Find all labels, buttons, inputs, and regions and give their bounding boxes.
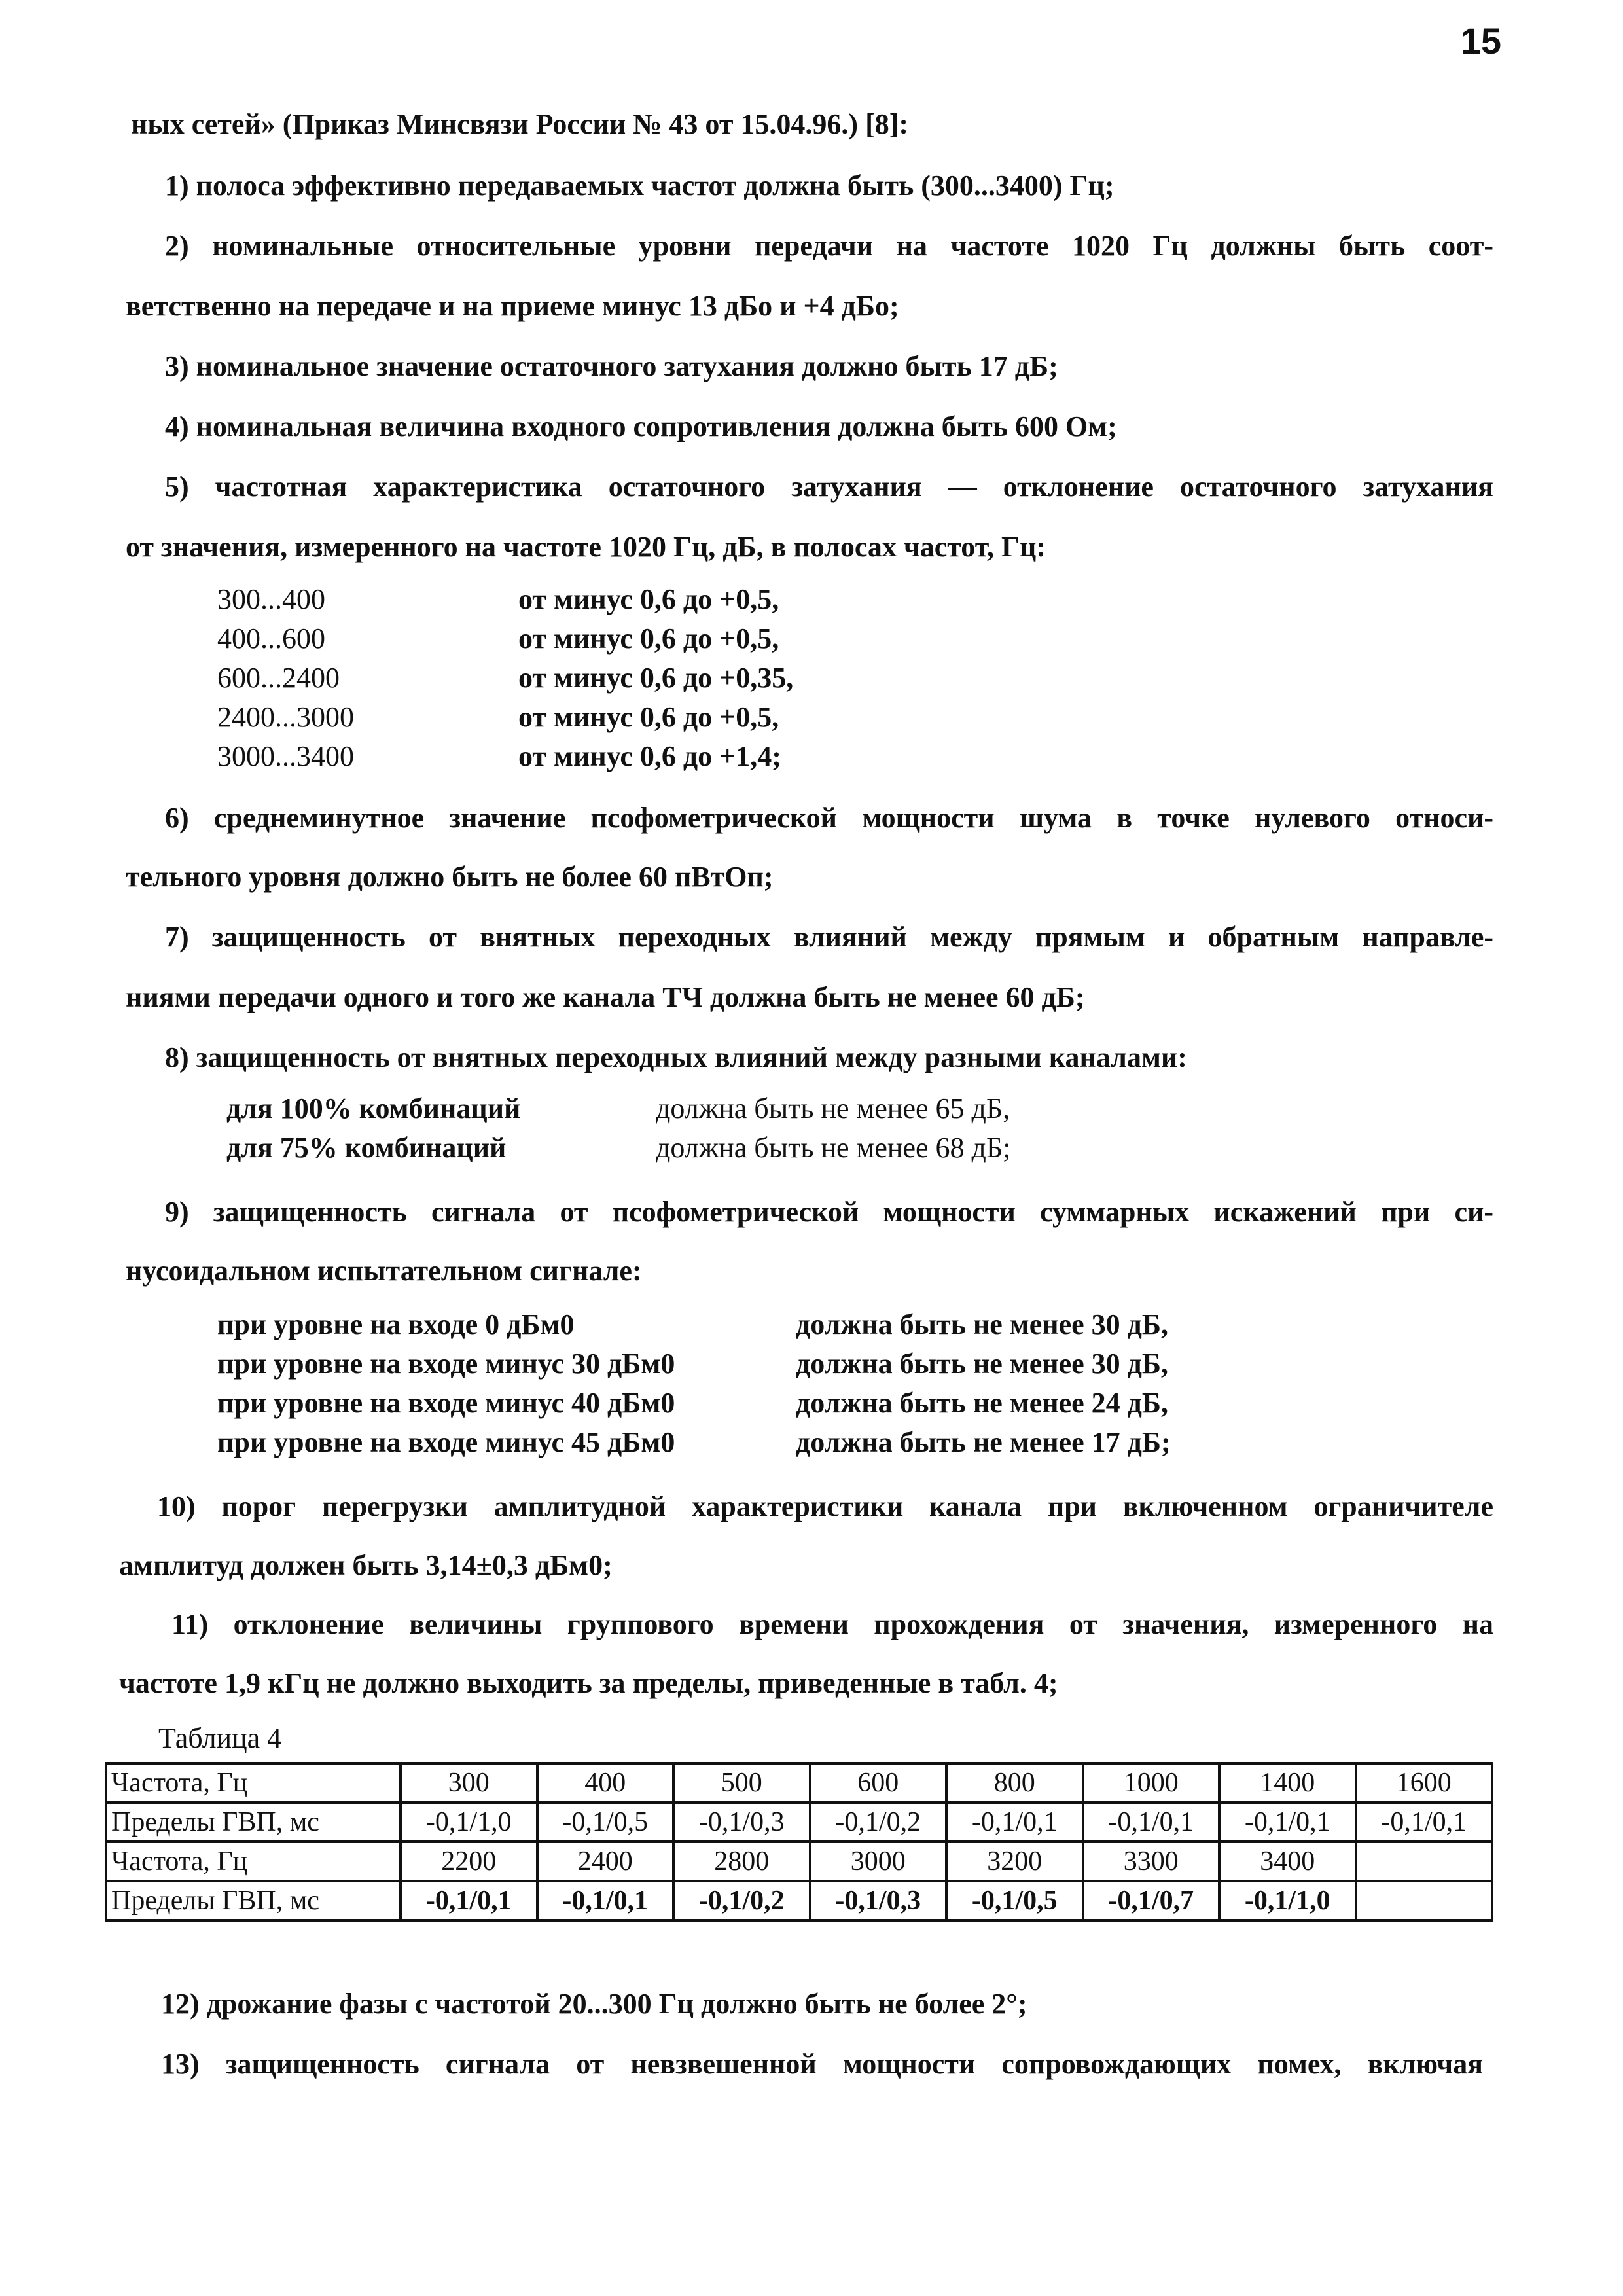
combination-label: для 100% комбинаций xyxy=(226,1092,521,1124)
paragraph-line: 2) номинальные относительные уровни передачи на частоте 1020 Гц должны быть соот- xyxy=(165,230,1493,262)
paragraph-line: 10) порог перегрузки амплитудной характеристики канала при включенном ограничителе xyxy=(157,1490,1493,1522)
freq-limit: от минус 0,6 до +0,5, xyxy=(518,622,779,655)
table-cell: -0,1/1,0 xyxy=(401,1803,537,1842)
combination-label: для 75% комбинаций xyxy=(226,1132,507,1164)
table-cell: 1400 xyxy=(1219,1763,1356,1803)
combination-value: должна быть не менее 68 дБ; xyxy=(656,1132,1011,1164)
table-cell: -0,1/0,5 xyxy=(537,1803,674,1842)
freq-limit-list xyxy=(518,580,793,776)
paragraph-line: от значения, измеренного на частоте 1020 Гц, дБ, в полосах частот, Гц: xyxy=(126,531,1046,563)
table-cell: -0,1/0,1 xyxy=(946,1803,1083,1842)
gvp-table xyxy=(105,1762,1493,1922)
table-row xyxy=(106,1881,1492,1920)
input-level-value-list xyxy=(796,1305,1171,1462)
freq-limit: от минус 0,6 до +0,5, xyxy=(518,701,779,733)
paragraph-line: 8) защищенность от внятных переходных влияний между разными каналами: xyxy=(165,1041,1187,1073)
input-level-label-list xyxy=(217,1305,675,1462)
table-cell: 3200 xyxy=(946,1842,1083,1881)
table-row-header: Частота, Гц xyxy=(106,1763,401,1803)
table-row xyxy=(106,1763,1492,1803)
freq-limit: от минус 0,6 до +0,5, xyxy=(518,583,779,615)
table-row-header: Частота, Гц xyxy=(106,1842,401,1881)
input-level-value: должна быть не менее 17 дБ; xyxy=(796,1426,1171,1458)
combination-value-list xyxy=(656,1089,1010,1168)
paragraph-line: ниями передачи одного и того же канала ТЧ должна быть не менее 60 дБ; xyxy=(126,981,1085,1013)
input-level-value: должна быть не менее 24 дБ, xyxy=(796,1387,1168,1419)
freq-limit: от минус 0,6 до +1,4; xyxy=(518,740,781,772)
paragraph-line: 7) защищенность от внятных переходных влияний между прямым и обратным направле- xyxy=(165,921,1493,953)
paragraph-line: 13) защищенность сигнала от невзвешенной мощности сопровождающих помех, включая xyxy=(161,2048,1483,2080)
paragraph-line: 5) частотная характеристика остаточного затухания — отклонение остаточного затухания xyxy=(165,471,1493,503)
freq-band: 600...2400 xyxy=(217,662,340,694)
table-cell: -0,1/0,7 xyxy=(1083,1881,1220,1920)
input-level-value: должна быть не менее 30 дБ, xyxy=(796,1308,1168,1340)
table-row-header: Пределы ГВП, мс xyxy=(106,1881,401,1920)
table-row xyxy=(106,1842,1492,1881)
input-level-label: при уровне на входе минус 30 дБм0 xyxy=(217,1348,675,1380)
table-cell: -0,1/0,2 xyxy=(673,1881,810,1920)
table-cell: -0,1/0,5 xyxy=(946,1881,1083,1920)
table-cell: 3300 xyxy=(1083,1842,1220,1881)
paragraph-line: 1) полоса эффективно передаваемых частот должна быть (300...3400) Гц; xyxy=(165,170,1115,202)
freq-band: 300...400 xyxy=(217,583,325,615)
paragraph-line: тельного уровня должно быть не более 60 пВтОп; xyxy=(126,861,774,893)
paragraph-line: 9) защищенность сигнала от псофометрической мощности суммарных искажений при си- xyxy=(165,1196,1493,1228)
paragraph-line: 11) отклонение величины группового времени прохождения от значения, измеренного на xyxy=(171,1608,1493,1640)
paragraph-line: ветственно на передаче и на приеме минус 13 дБо и +4 дБо; xyxy=(126,290,899,322)
table-cell: -0,1/1,0 xyxy=(1219,1881,1356,1920)
paragraph-line: 3) номинальное значение остаточного затухания должно быть 17 дБ; xyxy=(165,350,1058,382)
table-cell xyxy=(1356,1881,1493,1920)
freq-limit: от минус 0,6 до +0,35, xyxy=(518,662,794,694)
table-cell: 600 xyxy=(810,1763,947,1803)
table-cell: -0,1/0,1 xyxy=(537,1881,674,1920)
input-level-value: должна быть не менее 30 дБ, xyxy=(796,1348,1168,1380)
table-cell: 1000 xyxy=(1083,1763,1220,1803)
table-cell: -0,1/0,1 xyxy=(401,1881,537,1920)
input-level-label: при уровне на входе 0 дБм0 xyxy=(217,1308,575,1340)
table-caption: Таблица 4 xyxy=(158,1722,282,1754)
table-cell: -0,1/0,2 xyxy=(810,1803,947,1842)
freq-band: 3000...3400 xyxy=(217,740,354,772)
paragraph-line: ных сетей» (Приказ Минсвязи России № 43 от 15.04.96.) [8]: xyxy=(131,108,909,140)
input-level-label: при уровне на входе минус 45 дБм0 xyxy=(217,1426,675,1458)
combination-value: должна быть не менее 65 дБ, xyxy=(656,1092,1010,1124)
table-row-header: Пределы ГВП, мс xyxy=(106,1803,401,1842)
table-row xyxy=(106,1803,1492,1842)
paragraph-line: 12) дрожание фазы с частотой 20...300 Гц должно быть не более 2°; xyxy=(161,1988,1027,2020)
table-cell: -0,1/0,1 xyxy=(1356,1803,1493,1842)
freq-band: 400...600 xyxy=(217,622,325,655)
table-cell: 3000 xyxy=(810,1842,947,1881)
table-cell: 800 xyxy=(946,1763,1083,1803)
freq-band: 2400...3000 xyxy=(217,701,354,733)
table-cell: -0,1/0,1 xyxy=(1219,1803,1356,1842)
table-cell: -0,1/0,3 xyxy=(810,1881,947,1920)
freq-band-list xyxy=(217,580,354,776)
table-cell: 300 xyxy=(401,1763,537,1803)
table-cell: 3400 xyxy=(1219,1842,1356,1881)
paragraph-line: частоте 1,9 кГц не должно выходить за пределы, приведенные в табл. 4; xyxy=(119,1667,1058,1699)
table-cell: -0,1/0,3 xyxy=(673,1803,810,1842)
table-cell: 2800 xyxy=(673,1842,810,1881)
input-level-label: при уровне на входе минус 40 дБм0 xyxy=(217,1387,675,1419)
table-cell xyxy=(1356,1842,1493,1881)
paragraph-line: нусоидальном испытательном сигнале: xyxy=(126,1255,642,1287)
table-cell: 1600 xyxy=(1356,1763,1493,1803)
page-number: 15 xyxy=(1460,20,1501,62)
table-cell: -0,1/0,1 xyxy=(1083,1803,1220,1842)
table-cell: 2200 xyxy=(401,1842,537,1881)
paragraph-line: 4) номинальная величина входного сопротивления должна быть 600 Ом; xyxy=(165,410,1117,442)
table-cell: 400 xyxy=(537,1763,674,1803)
table-cell: 2400 xyxy=(537,1842,674,1881)
table-cell: 500 xyxy=(673,1763,810,1803)
paragraph-line: амплитуд должен быть 3,14±0,3 дБм0; xyxy=(119,1549,613,1581)
combination-label-list xyxy=(226,1089,520,1168)
paragraph-line: 6) среднеминутное значение псофометрической мощности шума в точке нулевого относи- xyxy=(165,802,1493,834)
